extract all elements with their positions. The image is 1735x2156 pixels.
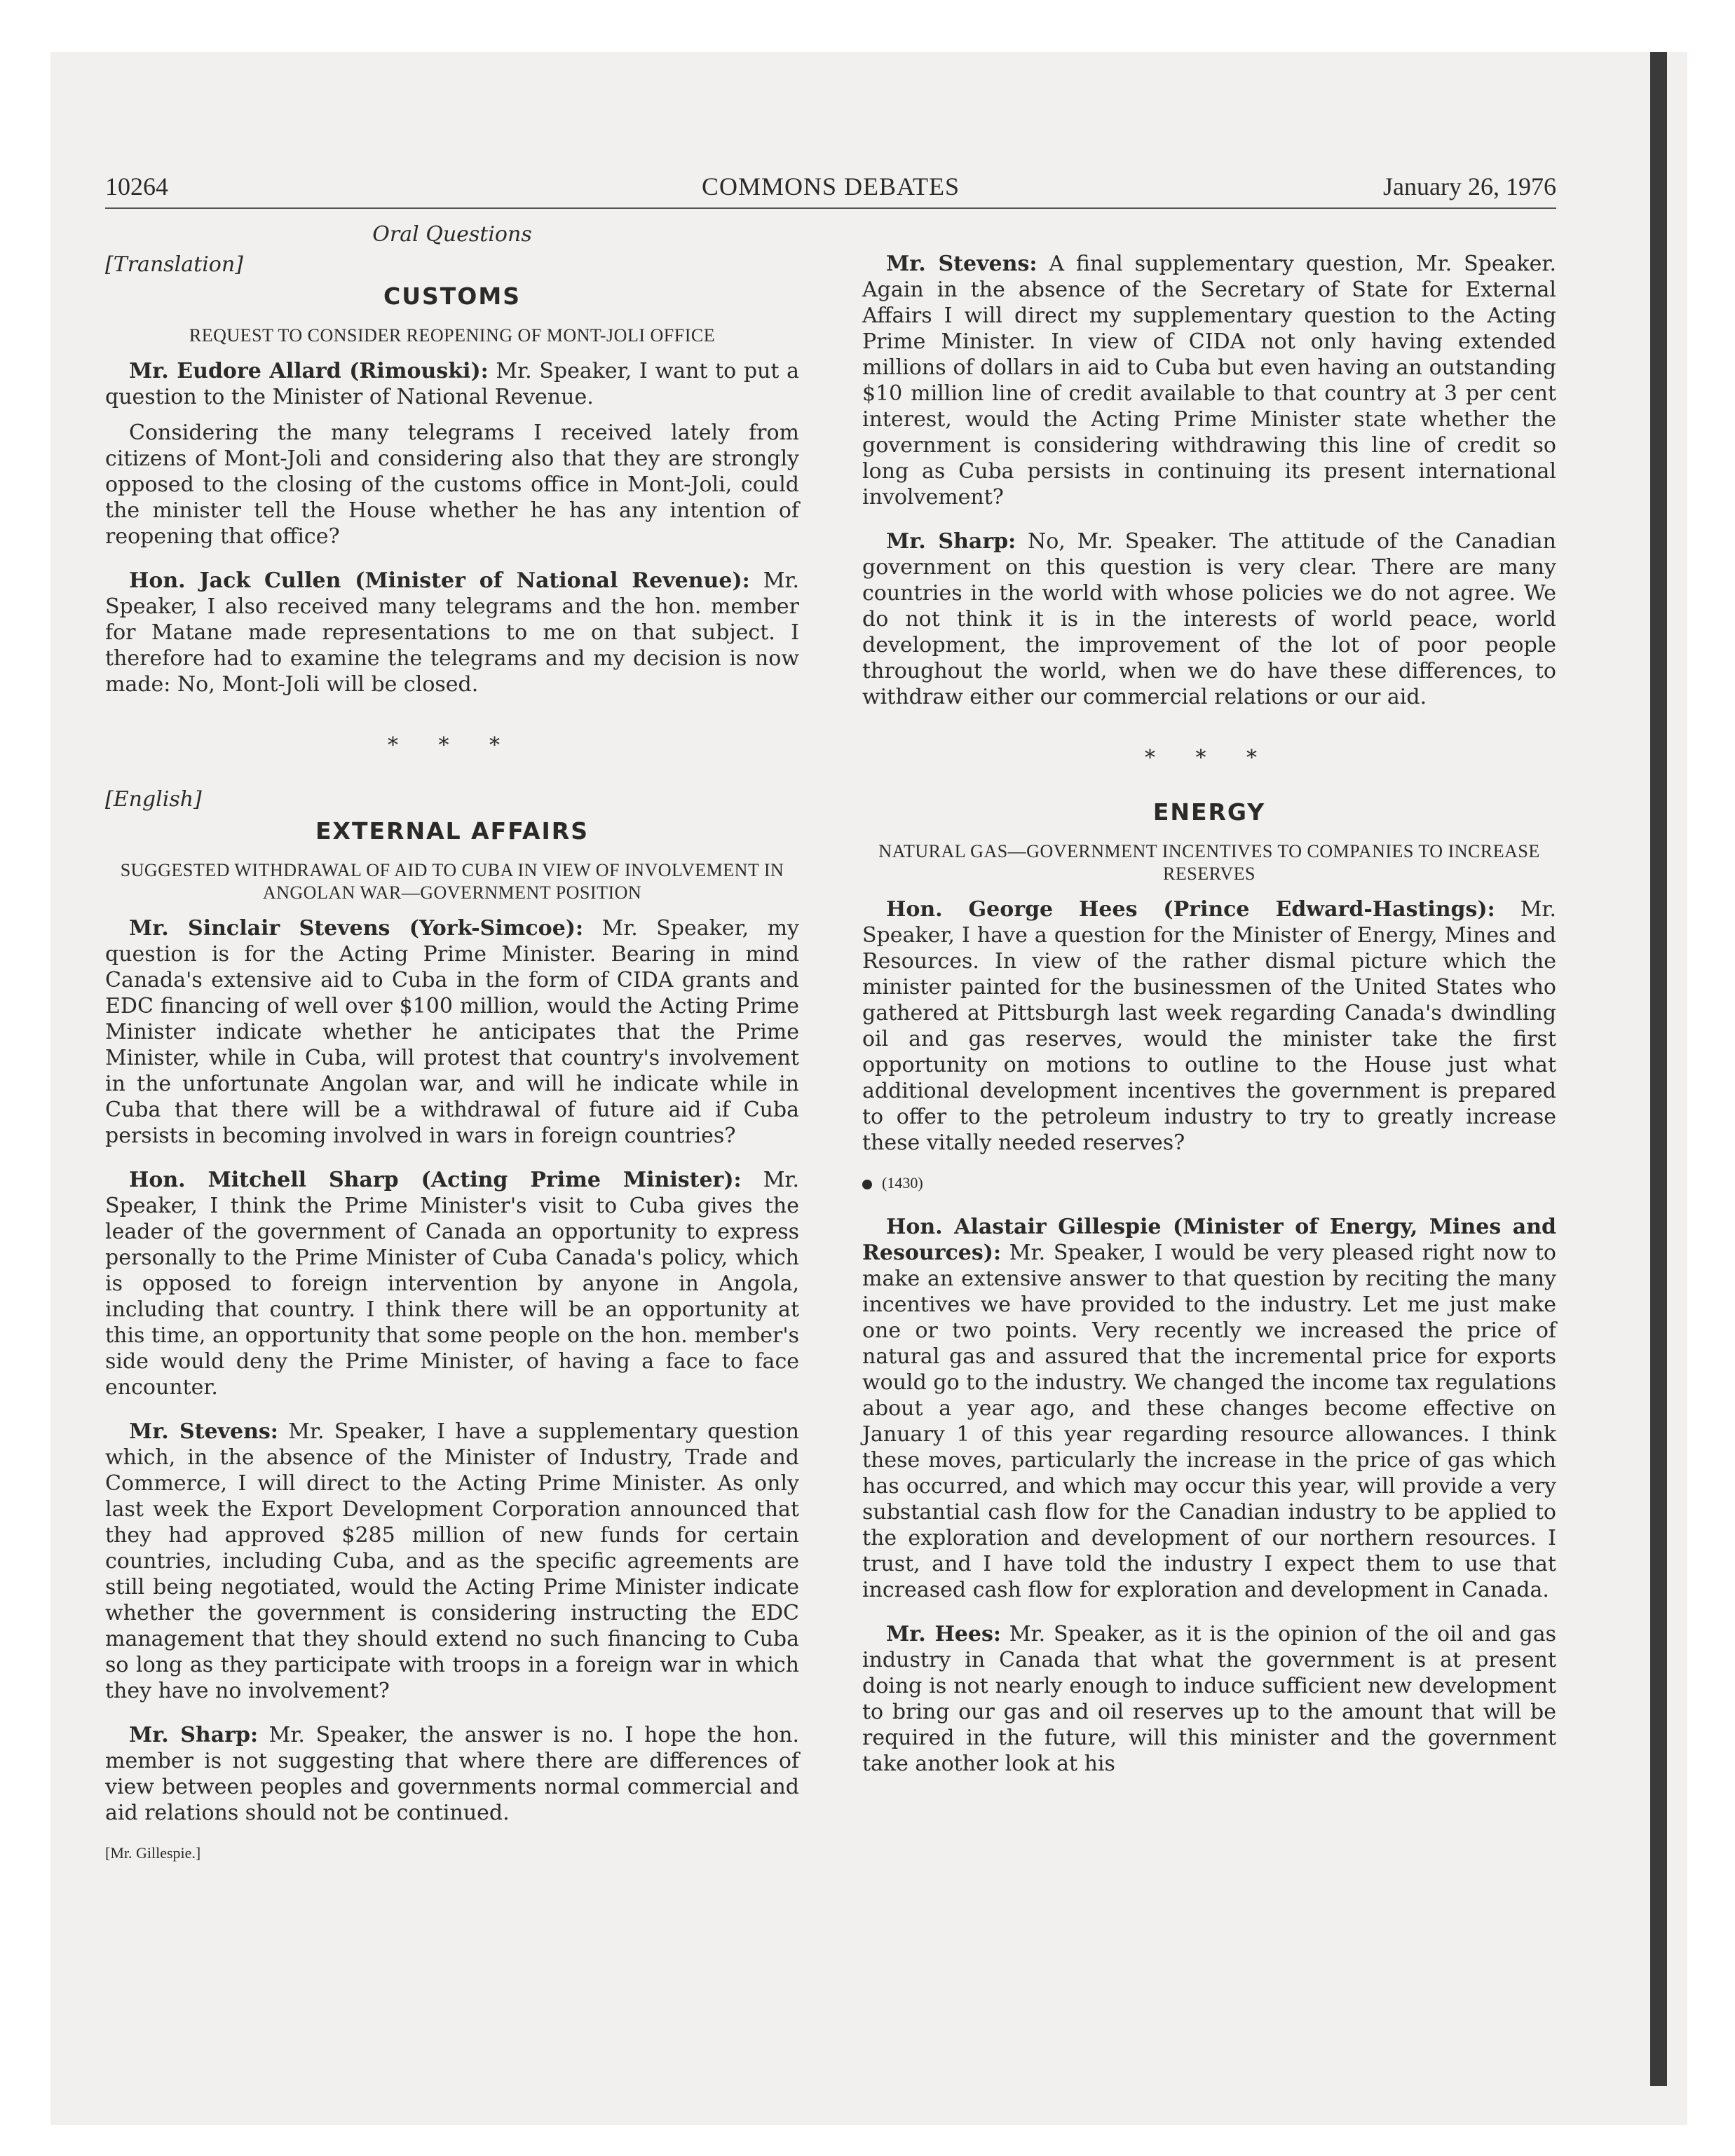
speech-text: Mr. Speaker, I have a supplementary question which, in the absence of the Minister of Industry, Trade and Commerce, I will direct to the Acting Prime Minister. As only last week the Export Development Corporation announced that they had approved $285 million of new funds for certain countries, including Cuba, and as the specific agreements are still being negotiated, would the Acting Prime Minister indicate whether the government is considering instructing the EDC management that they should extend no such financing to Cuba so long as they participate with troops in a foreign war in which they have no involvement? bbox=[105, 1419, 799, 1703]
publication-title: COMMONS DEBATES bbox=[701, 172, 960, 200]
right-column bbox=[862, 221, 1556, 1787]
heading-external-affairs: EXTERNAL AFFAIRS bbox=[315, 817, 589, 845]
speech-text: Mr. Speaker, I have a question for the Minister of Energy, Mines and Resources. In view of the rather dismal picture which the minister painted for the businessmen of the United States who gathered at Pittsburgh last week regarding Canada's dwindling oil and gas reserves, would the minister take the first opportunity on motions to outline to the House just what additional development incentives the government is prepared to offer to the petroleum industry to try to greatly increase these vitally needed reserves? bbox=[862, 897, 1556, 1155]
paragraph bbox=[105, 358, 799, 410]
speech-text: Mr. Speaker, I think the Prime Minister's visit to Cuba gives the leader of the government of Canada an opportunity to express personally to the Prime Minister of Cuba Canada's policy, which is opposed to foreign intervention by anyone in Angola, including that country. I think there will be an opportunity at this time, an opportunity that some people on the hon. member's side would deny the Prime Minister, of having a face to face encounter. bbox=[105, 1168, 799, 1400]
bullet-dot-icon bbox=[862, 1180, 872, 1189]
paragraph bbox=[105, 1419, 799, 1704]
speaker-name: Mr. Sharp: bbox=[886, 529, 1016, 554]
paragraph bbox=[105, 915, 799, 1149]
speech-text: No, Mr. Speaker. The attitude of the Canadian government on this question is very clear. There are many countries in the world with whose policies we do not agree. We do not think it is in the interests of world peace, world development, the improvement of the lot of poor people throughout the world, when we do have these differences, to withdraw either our commercial relations or our aid. bbox=[862, 529, 1556, 709]
time-marker-text: (1430) bbox=[882, 1174, 923, 1192]
document-page bbox=[105, 168, 1556, 1963]
paragraph bbox=[862, 528, 1556, 710]
footnote-speaker: [Mr. Gillespie.] bbox=[105, 1844, 201, 1862]
scan-edge-bar bbox=[1650, 52, 1667, 2086]
section-rubric: Oral Questions bbox=[372, 222, 532, 247]
speech-text: Mr. Speaker, I want to put a question to the Minister of National Revenue. bbox=[105, 359, 799, 409]
speaker-name: Mr. Stevens: bbox=[129, 1419, 278, 1444]
heading-customs: CUSTOMS bbox=[383, 282, 521, 310]
paragraph bbox=[105, 1167, 799, 1400]
speech-text: Mr. Speaker, the answer is no. I hope the hon. member is not suggesting that where there are differences of view between peoples and governments normal commercial and aid relations should not be continued. bbox=[105, 1723, 799, 1825]
section-divider-stars: * * * bbox=[1144, 746, 1274, 770]
speech-text: Mr. Speaker, my question is for the Acting Prime Minister. Bearing in mind Canada's extensive aid to Cuba in the form of CIDA grants and EDC financing of well over $100 million, would the Acting Prime Minister indicate whether he anticipates that the Prime Minister, while in Cuba, will protest that country's involvement in the unfortunate Angolan war, and will he indicate while in Cuba that there will be a withdrawal of future aid if Cuba persists in becoming involved in wars in foreign countries? bbox=[105, 916, 799, 1148]
language-tag-english: [English] bbox=[105, 787, 202, 812]
speaker-name: Mr. Eudore Allard (Rimouski): bbox=[129, 359, 489, 383]
speaker-name: Mr. Sinclair Stevens (York-Simcoe): bbox=[129, 916, 584, 941]
paragraph bbox=[105, 1722, 799, 1826]
speech-text: Mr. Speaker, I would be very pleased right now to make an extensive answer to that question by reciting the many incentives we have provided to the industry. Let me just make one or two points. Very recently we increased the price of natural gas and assured that the incremental price for exports would go to the industry. We changed the income tax regulations about a year ago, and these changes become effective on January 1 of this year regarding resource allowances. I think these moves, particularly the increase in the price of gas which has occurred, and which may occur this year, will provide a very substantial cash flow for the Canadian industry to be applied to the exploration and development of our northern resources. I trust, and I have told the industry I expect them to use that increased cash flow for exploration and development in Canada. bbox=[862, 1241, 1556, 1602]
language-tag-translation: [Translation] bbox=[105, 252, 243, 277]
speaker-name: Hon. Alastair Gillespie (Minister of Energy, Mines and Resources): bbox=[862, 1215, 1556, 1265]
header-date: January 26, 1976 bbox=[1383, 172, 1556, 200]
time-marker bbox=[862, 1170, 1556, 1196]
paragraph bbox=[862, 1621, 1556, 1777]
speaker-name: Mr. Stevens: bbox=[886, 252, 1037, 276]
paragraph bbox=[862, 1214, 1556, 1603]
speaker-name: Mr. Hees: bbox=[886, 1622, 1001, 1646]
paragraph bbox=[105, 568, 799, 697]
paragraph bbox=[862, 896, 1556, 1156]
speaker-name: Hon. Mitchell Sharp (Acting Prime Minister): bbox=[129, 1168, 742, 1192]
speaker-name: Hon. George Hees (Prince Edward-Hastings): bbox=[886, 897, 1495, 922]
speaker-name: Mr. Sharp: bbox=[129, 1723, 259, 1747]
speech-text: A final supplementary question, Mr. Speaker. Again in the absence of the Secretary of State for External Affairs I will direct my supplementary question to the Acting Prime Minister. In view of CIDA not only having extended millions of dollars in aid to Cuba but even having an outstanding $10 million line of credit available to that country at 3 per cent interest, would the Acting Prime Minister state whether the government is considering withdrawing this line of credit so long as Cuba persists in continuing its present international involvement? bbox=[862, 252, 1556, 510]
subheading-external-affairs: SUGGESTED WITHDRAWAL OF AID TO CUBA IN VIEW OF INVOLVEMENT IN ANGOLAN WAR—GOVERNMENT POSITION bbox=[120, 860, 784, 903]
left-column bbox=[105, 221, 799, 1866]
speaker-name: Hon. Jack Cullen (Minister of National Revenue): bbox=[129, 568, 750, 593]
speech-text: Mr. Speaker, as it is the opinion of the oil and gas industry in Canada that what the government is at present doing is not nearly enough to induce sufficient new development to bring our gas and oil reserves up to the amount that will be required in the future, will this minister and the government take another look at his bbox=[862, 1622, 1556, 1776]
heading-energy: ENERGY bbox=[1152, 798, 1266, 826]
page-number: 10264 bbox=[105, 172, 168, 200]
section-divider-stars: * * * bbox=[387, 733, 517, 758]
running-header bbox=[105, 168, 1556, 209]
speech-text: Mr. Speaker, I also received many telegrams and the hon. member for Matane made representations to me on that subject. I therefore had to examine the telegrams and my decision is now made: No, Mont-Joli will be closed. bbox=[105, 568, 799, 697]
paragraph: Considering the many telegrams I received lately from citizens of Mont-Joli and considering also that they are strongly opposed to the closing of the customs office in Mont-Joli, could the minister tell the House whether he has any intention of reopening that office? bbox=[105, 421, 799, 549]
subheading-customs: REQUEST TO CONSIDER REOPENING OF MONT-JOLI OFFICE bbox=[189, 325, 716, 346]
paragraph bbox=[862, 251, 1556, 510]
subheading-energy: NATURAL GAS—GOVERNMENT INCENTIVES TO COMPANIES TO INCREASE RESERVES bbox=[878, 841, 1540, 884]
